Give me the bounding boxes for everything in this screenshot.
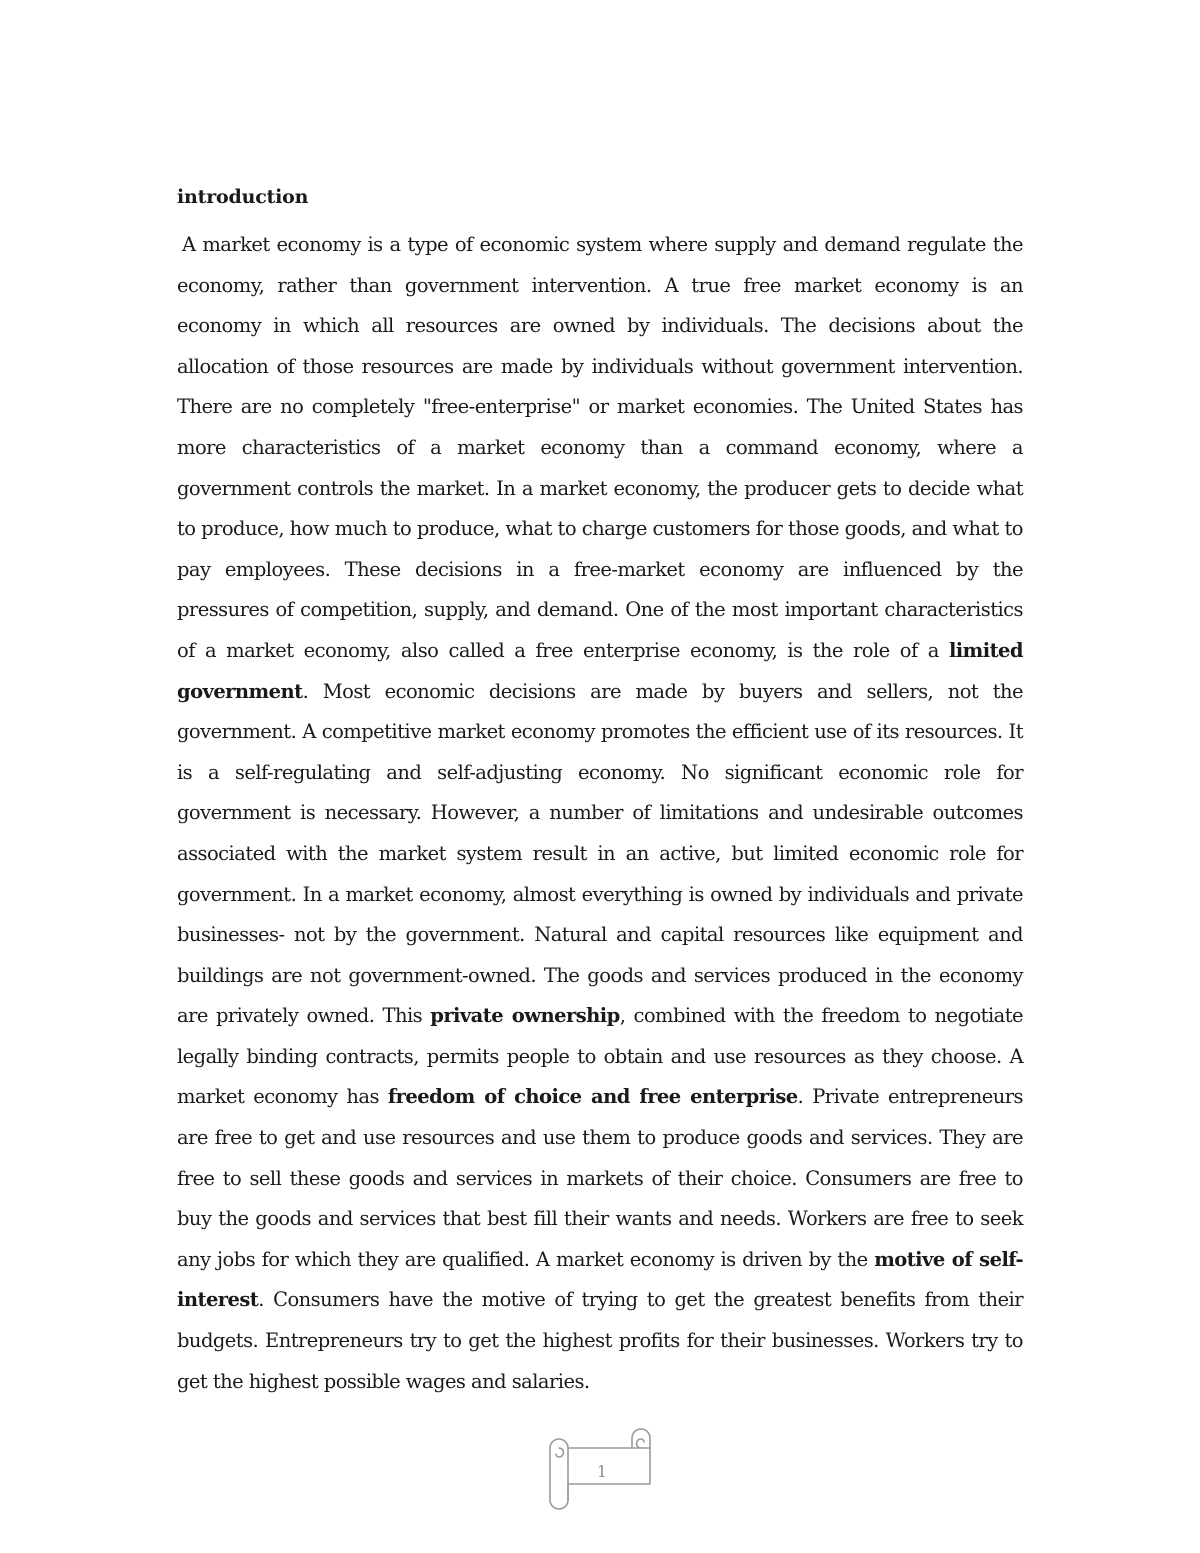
body-paragraph — [177, 225, 1023, 1402]
emphasis-motive-of-self-interest: motive of self-interest — [177, 1247, 1023, 1312]
paragraph-text: . Most economic decisions are made by buyers and sellers, not the government. A competitive market economy promotes the efficient use of its resources. It is a self-regulating and self-adjusting economy. No significant economic role for government is necessary. However, a number of limitations and undesirable outcomes associated with the market system result in an active, but limited economic role for government. In a market economy, almost everything is owned by individuals and private businesses- not by the government. Natural and capital resources like equipment and buildings are not government-owned. The goods and services produced in the economy are privately owned. This — [177, 679, 1023, 1028]
page-number: 1 — [596, 1462, 608, 1481]
emphasis-limited-government: limited government — [177, 638, 1023, 703]
paragraph-text: . Consumers have the motive of trying to get the greatest benefits from their budgets. Entrepreneurs try to get the highest profits for their businesses. Workers try to get the highest possible wages and salaries. — [177, 1288, 1023, 1393]
paragraph-text: . Private entrepreneurs are free to get and use resources and use them to produce goods and services. They are free to sell these goods and services in markets of their choice. Consumers are free to buy the goods and services that best fill their wants and needs. Workers are free to seek any jobs for which they are qualified. A market economy is driven by the — [177, 1085, 1023, 1271]
page-number-ornament — [546, 1428, 656, 1512]
emphasis-freedom-of-choice: freedom of choice and free enterprise — [387, 1085, 798, 1109]
emphasis-private-ownership: private ownership — [430, 1004, 620, 1028]
paragraph-text: , combined with the freedom to negotiate legally binding contracts, permits people to obtain and use resources as they choose. A market economy has — [177, 1004, 1023, 1109]
section-heading: introduction — [177, 186, 309, 208]
paragraph-text: A market economy is a type of economic system where supply and demand regulate the economy, rather than government intervention. A true free market economy is an economy in which all resources are owned by individuals. The decisions about the allocation of those resources are made by individuals without government intervention. There are no completely "free-enterprise" or market economies. The United States has more characteristics of a market economy than a command economy, where a government controls the market. In a market economy, the producer gets to decide what to produce, how much to produce, what to charge customers for those goods, and what to pay employees. These decisions in a free-market economy are influenced by the pressures of competition, supply, and demand. One of the most important characteristics of a market economy, also called a free enterprise economy, is the role of a — [177, 233, 1023, 662]
